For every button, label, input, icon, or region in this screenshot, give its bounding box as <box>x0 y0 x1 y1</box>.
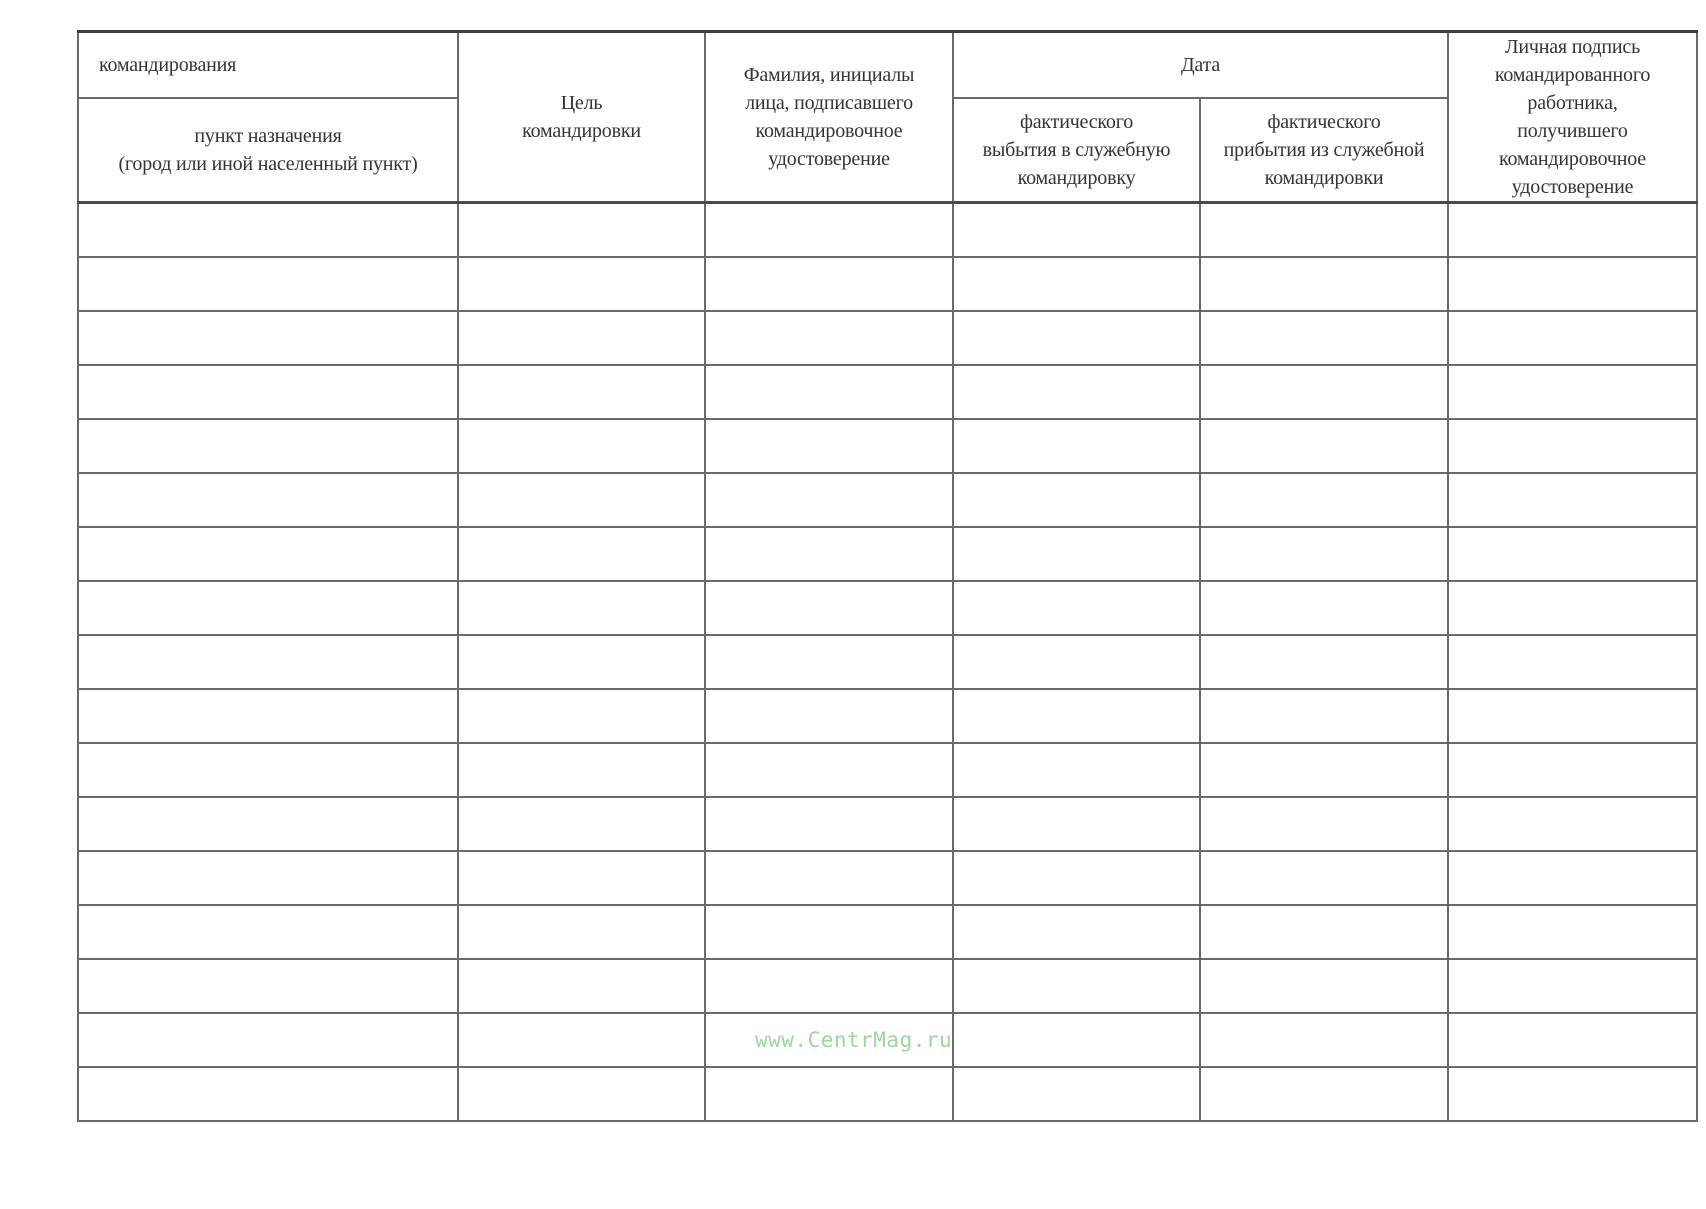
table-cell[interactable] <box>1448 689 1697 743</box>
table-cell[interactable] <box>953 635 1200 689</box>
watermark-text: www.CentrMag.ru <box>755 1028 953 1052</box>
table-cell[interactable] <box>78 1067 458 1121</box>
table-cell[interactable] <box>1448 851 1697 905</box>
table-cell[interactable] <box>953 419 1200 473</box>
table-cell[interactable] <box>953 797 1200 851</box>
table-cell[interactable] <box>705 581 953 635</box>
header-vybytie <box>953 98 1200 203</box>
table-cell[interactable] <box>953 365 1200 419</box>
table-cell[interactable] <box>458 797 705 851</box>
table-cell[interactable] <box>953 689 1200 743</box>
table-cell[interactable] <box>953 581 1200 635</box>
table-cell[interactable] <box>705 635 953 689</box>
table-cell[interactable] <box>78 257 458 311</box>
table-cell[interactable] <box>458 257 705 311</box>
table-cell[interactable] <box>458 635 705 689</box>
table-cell[interactable] <box>953 527 1200 581</box>
header-punkt-line: пункт назначения <box>194 124 342 147</box>
table-cell[interactable] <box>953 905 1200 959</box>
header-familiya <box>705 32 953 203</box>
table-cell[interactable] <box>1448 419 1697 473</box>
table-row <box>78 851 1697 905</box>
table-cell[interactable] <box>1448 797 1697 851</box>
table-row <box>78 527 1697 581</box>
business-trip-journal-table <box>77 30 1698 1122</box>
table-cell[interactable] <box>1200 635 1448 689</box>
header-familiya-line: командировочное <box>755 120 903 142</box>
table-cell[interactable] <box>78 743 458 797</box>
table-cell[interactable] <box>1448 581 1697 635</box>
table-cell[interactable] <box>78 311 458 365</box>
table-cell[interactable] <box>705 311 953 365</box>
header-komandirovaniya-text: командирования <box>99 53 237 76</box>
header-familiya-line: удостоверение <box>768 148 890 170</box>
header-data <box>953 32 1448 98</box>
table-cell[interactable] <box>78 797 458 851</box>
table-cell[interactable] <box>1448 635 1697 689</box>
table-cell[interactable] <box>458 527 705 581</box>
header-data-text: Дата <box>1180 53 1221 76</box>
header-pribytie-line: фактического <box>1267 110 1381 133</box>
table-row <box>78 419 1697 473</box>
table-cell[interactable] <box>1200 1013 1448 1067</box>
table-cell[interactable] <box>458 959 705 1013</box>
header-cel <box>458 32 705 203</box>
table-cell[interactable] <box>1200 365 1448 419</box>
table-cell[interactable] <box>458 365 705 419</box>
table-cell[interactable] <box>1200 689 1448 743</box>
header-podpis-line: командировочное <box>1499 148 1646 170</box>
header-podpis-line: получившего <box>1517 120 1628 142</box>
table-cell[interactable] <box>705 527 953 581</box>
table-cell[interactable] <box>458 743 705 797</box>
table-cell[interactable] <box>1200 473 1448 527</box>
table-cell[interactable] <box>78 851 458 905</box>
table-cell[interactable] <box>705 1067 953 1121</box>
table-cell[interactable] <box>705 365 953 419</box>
table-cell[interactable] <box>705 905 953 959</box>
table-cell[interactable] <box>78 959 458 1013</box>
table-header <box>78 32 1697 203</box>
table-row <box>78 473 1697 527</box>
table-cell[interactable] <box>705 797 953 851</box>
table-cell[interactable] <box>1448 1013 1697 1067</box>
table-cell[interactable] <box>458 473 705 527</box>
table-row <box>78 581 1697 635</box>
table-cell[interactable] <box>1448 905 1697 959</box>
table-cell[interactable] <box>78 203 458 258</box>
header-vybytie-line: фактического <box>1019 110 1134 133</box>
table-cell[interactable] <box>1200 851 1448 905</box>
table-cell[interactable] <box>953 1067 1200 1121</box>
table-cell[interactable] <box>953 743 1200 797</box>
table-cell[interactable] <box>1448 473 1697 527</box>
header-podpis-line: удостоверение <box>1511 176 1634 198</box>
table-cell[interactable] <box>1448 365 1697 419</box>
header-podpis <box>1448 32 1697 203</box>
header-familiya-line: Фамилия, инициалы <box>743 64 915 86</box>
table-cell[interactable] <box>1200 203 1448 258</box>
header-row-1 <box>78 32 1697 98</box>
table-cell[interactable] <box>705 257 953 311</box>
header-punkt-naznacheniya <box>78 98 458 203</box>
header-familiya-line: лица, подписавшего <box>745 92 913 114</box>
header-vybytie-line: выбытия в служебную <box>982 138 1171 161</box>
table-cell[interactable] <box>458 203 705 258</box>
header-punkt-line: (город или иной населенный пункт) <box>118 152 418 175</box>
table-cell[interactable] <box>705 959 953 1013</box>
table-cell[interactable] <box>1200 527 1448 581</box>
table-row <box>78 635 1697 689</box>
table-cell[interactable] <box>78 689 458 743</box>
table-cell[interactable] <box>1448 311 1697 365</box>
table-cell[interactable] <box>705 689 953 743</box>
table-cell[interactable] <box>1200 257 1448 311</box>
table-cell[interactable] <box>953 311 1200 365</box>
table-cell[interactable] <box>1200 743 1448 797</box>
table-row <box>78 905 1697 959</box>
table-cell[interactable] <box>1448 743 1697 797</box>
table-cell[interactable] <box>78 473 458 527</box>
table-cell[interactable] <box>1448 203 1697 258</box>
table-body <box>78 203 1697 1122</box>
table-row <box>78 797 1697 851</box>
table-cell[interactable] <box>78 905 458 959</box>
table-cell[interactable] <box>458 419 705 473</box>
table-cell[interactable] <box>953 959 1200 1013</box>
table-cell[interactable] <box>458 905 705 959</box>
header-pribytie <box>1200 98 1448 203</box>
table-row <box>78 203 1697 258</box>
table-cell[interactable] <box>1200 797 1448 851</box>
table-cell[interactable] <box>1448 959 1697 1013</box>
header-pribytie-line: прибытия из служебной <box>1223 138 1425 161</box>
table-cell[interactable] <box>1448 1067 1697 1121</box>
table-cell[interactable] <box>1200 1067 1448 1121</box>
table-cell[interactable] <box>953 851 1200 905</box>
table-cell[interactable] <box>953 257 1200 311</box>
table-row <box>78 365 1697 419</box>
table-cell[interactable] <box>458 581 705 635</box>
header-vybytie-line: командировку <box>1017 166 1136 189</box>
table-cell[interactable] <box>953 473 1200 527</box>
table-cell[interactable] <box>705 203 953 258</box>
table-cell[interactable] <box>705 473 953 527</box>
table-cell[interactable] <box>78 365 458 419</box>
table-cell[interactable] <box>78 527 458 581</box>
table-row <box>78 311 1697 365</box>
table-cell[interactable] <box>1200 905 1448 959</box>
table-cell[interactable] <box>78 635 458 689</box>
table-cell[interactable] <box>458 1067 705 1121</box>
table-cell[interactable] <box>458 851 705 905</box>
table-cell[interactable] <box>1200 581 1448 635</box>
table-cell[interactable] <box>78 581 458 635</box>
header-pribytie-line: командировки <box>1264 166 1384 189</box>
table-cell[interactable] <box>1200 419 1448 473</box>
header-komandirovaniya <box>78 32 458 98</box>
table-cell[interactable] <box>458 689 705 743</box>
header-podpis-line: Личная подпись <box>1505 36 1641 58</box>
table-row <box>78 257 1697 311</box>
table-cell[interactable] <box>458 311 705 365</box>
table-cell[interactable] <box>705 851 953 905</box>
table-cell[interactable] <box>1200 959 1448 1013</box>
table-cell[interactable] <box>78 1013 458 1067</box>
header-podpis-line: работника, <box>1527 92 1618 114</box>
table-row <box>78 959 1697 1013</box>
header-cel-line: Цель <box>560 92 603 114</box>
table-row <box>78 1067 1697 1121</box>
table-row <box>78 743 1697 797</box>
table-cell[interactable] <box>705 419 953 473</box>
table-cell[interactable] <box>1448 257 1697 311</box>
table-cell[interactable] <box>705 743 953 797</box>
table-cell[interactable] <box>953 1013 1200 1067</box>
table-cell[interactable] <box>458 1013 705 1067</box>
table-cell[interactable] <box>1200 311 1448 365</box>
header-podpis-line: командированного <box>1494 64 1651 86</box>
table-row <box>78 689 1697 743</box>
table-cell[interactable] <box>1448 527 1697 581</box>
table-cell[interactable] <box>78 419 458 473</box>
table-cell[interactable] <box>953 203 1200 258</box>
header-cel-line: командировки <box>522 120 641 142</box>
